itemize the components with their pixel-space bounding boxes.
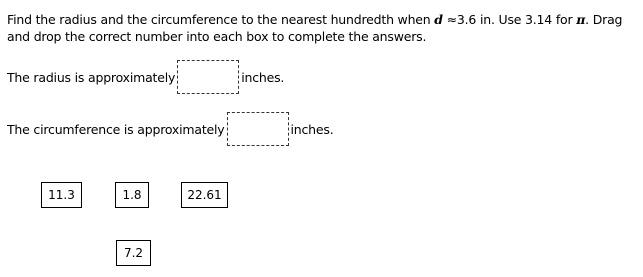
question-part1: Find the radius and the circumference to the nearest hundredth when [7, 12, 435, 27]
radius-drop-box[interactable] [177, 60, 239, 94]
radius-unit: inches. [241, 69, 285, 85]
answer-chip-7-2[interactable]: 7.2 [116, 240, 151, 266]
circumference-answer-row [7, 111, 333, 147]
circumference-unit: inches. [290, 121, 334, 137]
circumference-label: The circumference is approximately [7, 121, 225, 137]
variable-d: d [434, 12, 443, 27]
answer-chip-1-8[interactable]: 1.8 [115, 182, 149, 208]
question-part2: 3.6 in. Use 3.14 for [456, 12, 577, 27]
question-part3: . Drag and drop the correct number into each box to complete the answers. [7, 12, 623, 44]
answer-chip-22-61[interactable]: 22.61 [181, 182, 228, 208]
question-text [7, 11, 632, 45]
radius-label: The radius is approximately [7, 69, 176, 85]
radius-answer-row [7, 59, 284, 95]
pi-symbol: π [576, 12, 586, 27]
approx-symbol: ≈ [442, 12, 457, 27]
answer-chip-11-3[interactable]: 11.3 [41, 182, 82, 208]
circumference-drop-box[interactable] [227, 112, 289, 146]
